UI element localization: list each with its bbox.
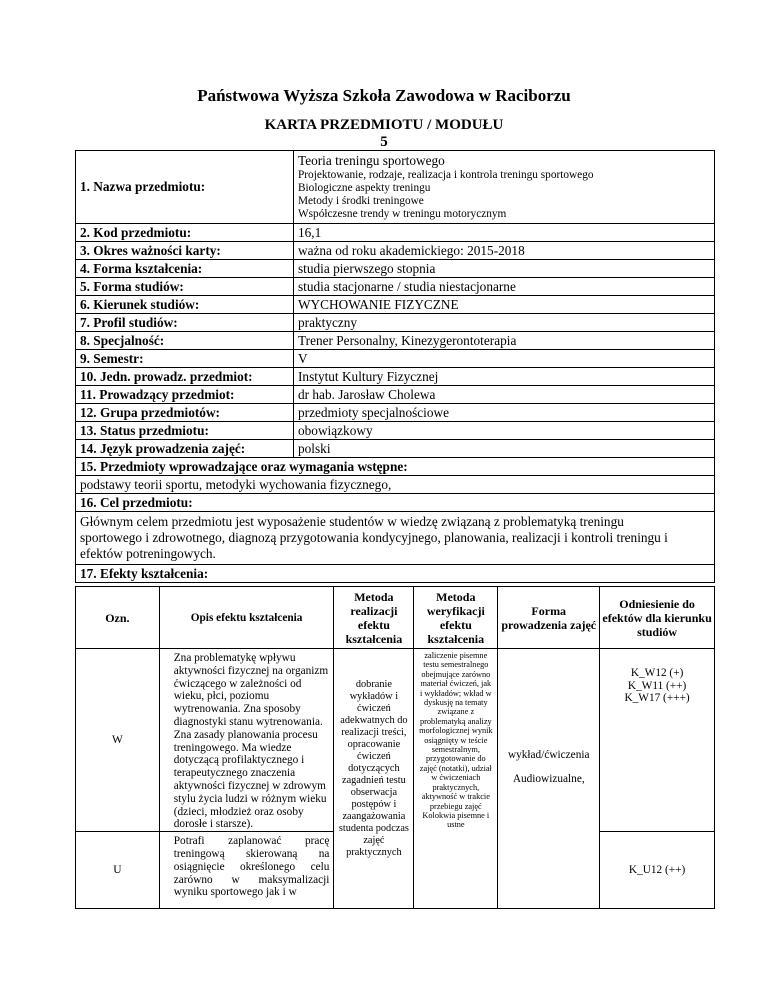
outcome-description: Potrafi zaplanować pracę treningową skierowaną na osiągnięcie określonego celu zarówno w maksymalizacji wyniku sportowego jak i w bbox=[159, 832, 334, 909]
row-label: 5. Forma studiów: bbox=[76, 278, 294, 296]
info-row bbox=[76, 314, 715, 332]
row-label: 9. Semestr: bbox=[76, 350, 294, 368]
reference-item: K_U12 (++) bbox=[628, 864, 686, 877]
section-15-text: podstawy teorii sportu, metodyki wychowania fizycznego, bbox=[76, 476, 715, 494]
outcome-references bbox=[600, 832, 715, 909]
row-value: Instytut Kultury Fizycznej bbox=[294, 368, 715, 386]
row-label: 13. Status przedmiotu: bbox=[76, 422, 294, 440]
course-name-line: Biologiczne aspekty treningu bbox=[298, 182, 431, 194]
row-value: studia stacjonarne / studia niestacjonarne bbox=[294, 278, 715, 296]
section-16-heading: 16. Cel przedmiotu: bbox=[76, 494, 715, 512]
row-label: 8. Specjalność: bbox=[76, 332, 294, 350]
reference-item: K_W12 (+) bbox=[630, 667, 684, 679]
outcome-description: Zna problematykę wpływu aktywności fizycznej na organizm ćwiczącego w zależności od wieku, płci, poziomu wytrenowania. Zna sposoby diagnostyki stanu wytrenowania. Zna zasady planowania procesu treningowego. Ma wiedze dotyczącą profilaktycznego i terapeutycznego znaczenia aktywności fizycznej w zdrowym stylu życia ludzi w różnym wieku (dzieci, młodzież oraz osoby dorosłe i starsze). bbox=[159, 649, 334, 832]
row-value: 16,1 bbox=[294, 224, 715, 242]
form-cell bbox=[498, 649, 600, 909]
course-info-table bbox=[75, 150, 715, 583]
info-row bbox=[76, 422, 715, 440]
form-item: wykład/ćwiczenia bbox=[507, 749, 590, 761]
course-name-line: Teoria treningu sportowego bbox=[298, 153, 445, 168]
section-15-heading-row bbox=[76, 458, 715, 476]
info-row bbox=[76, 278, 715, 296]
course-name-line: Współczesne trendy w treningu motorycznym bbox=[298, 208, 507, 220]
col-reference: Odniesienie do efektów dla kierunku studiów bbox=[600, 587, 715, 649]
col-ozn: Ozn. bbox=[76, 587, 160, 649]
info-row bbox=[76, 350, 715, 368]
row-label: 14. Język prowadzenia zajęć: bbox=[76, 440, 294, 458]
info-row bbox=[76, 224, 715, 242]
col-form: Forma prowadzenia zajęć bbox=[498, 587, 600, 649]
row-value: Trener Personalny, Kinezygerontoterapia bbox=[294, 332, 715, 350]
row-label: 12. Grupa przedmiotów: bbox=[76, 404, 294, 422]
info-row bbox=[76, 332, 715, 350]
row-value: praktyczny bbox=[294, 314, 715, 332]
method-verification: zaliczenie pisemne testu semestralnego obejmujące zarówno materiał ćwiczeń, jak i wykładów; wkład w dyskusję na tematy związane z problematyką analizy morfologicznej wynik osiągnięty w teście semestralnym, przygotowanie do zajęć (notatki), udział w ćwiczeniach praktycznych, aktywność w trakcie przebiegu zajęć Kolokwia pisemne i ustne bbox=[414, 649, 498, 909]
course-name-values bbox=[294, 151, 715, 224]
form-item: Audiowizualne, bbox=[512, 773, 585, 785]
info-row bbox=[76, 368, 715, 386]
row-label: 10. Jedn. prowadz. przedmiot: bbox=[76, 368, 294, 386]
col-method-realization: Metoda realizacji efektu kształcenia bbox=[334, 587, 414, 649]
row-value: przedmioty specjalnościowe bbox=[294, 404, 715, 422]
info-row bbox=[76, 440, 715, 458]
section-16-text-row bbox=[76, 512, 715, 565]
row-label: 2. Kod przedmiotu: bbox=[76, 224, 294, 242]
card-title: KARTA PRZEDMIOTU / MODUŁU bbox=[264, 117, 504, 133]
row-label: 6. Kierunek studiów: bbox=[76, 296, 294, 314]
row-label: 4. Forma kształcenia: bbox=[76, 260, 294, 278]
course-name-row bbox=[76, 151, 715, 224]
module-number: 5 bbox=[380, 134, 388, 150]
reference-item: K_W17 (+++) bbox=[624, 692, 690, 705]
section-15-text-row bbox=[76, 476, 715, 494]
course-name-line: Metody i środki treningowe bbox=[298, 195, 424, 207]
section-17-heading-row bbox=[76, 565, 715, 583]
info-row bbox=[76, 296, 715, 314]
row-value: dr hab. Jarosław Cholewa bbox=[294, 386, 715, 404]
col-description: Opis efektu kształcenia bbox=[159, 587, 334, 649]
row-label: 3. Okres ważności karty: bbox=[76, 242, 294, 260]
info-row bbox=[76, 404, 715, 422]
outcome-references bbox=[600, 649, 715, 832]
outcome-row-w bbox=[76, 649, 715, 832]
school-name: Państwowa Wyższa Szkoła Zawodowa w Raciborzu bbox=[197, 86, 571, 105]
row-label: 11. Prowadzący przedmiot: bbox=[76, 386, 294, 404]
section-16-text: Głównym celem przedmiotu jest wyposażenie studentów w wiedzę związaną z problematyką treningu sportowego i zdrowotnego, diagnozą przygotowania kondycyjnego, planowania, realizacji i kontroli treningu i efektów potreningowych. bbox=[76, 512, 715, 565]
course-name-line: Projektowanie, rodzaje, realizacja i kontrola treningu sportowego bbox=[298, 169, 594, 181]
info-row bbox=[76, 260, 715, 278]
reference-item: K_W11 (++) bbox=[627, 679, 687, 692]
info-row bbox=[76, 242, 715, 260]
row-value: polski bbox=[294, 440, 715, 458]
section-15-heading: 15. Przedmioty wprowadzające oraz wymagania wstępne: bbox=[76, 458, 715, 476]
learning-outcomes-table bbox=[75, 586, 715, 909]
col-method-verification: Metoda weryfikacji efektu kształcenia bbox=[414, 587, 498, 649]
info-row bbox=[76, 386, 715, 404]
outcomes-header-row bbox=[76, 587, 715, 649]
row-value: WYCHOWANIE FIZYCZNE bbox=[294, 296, 715, 314]
course-name-label: 1. Nazwa przedmiotu: bbox=[76, 151, 294, 224]
row-label: 7. Profil studiów: bbox=[76, 314, 294, 332]
row-value: ważna od roku akademickiego: 2015-2018 bbox=[294, 242, 715, 260]
row-value: obowiązkowy bbox=[294, 422, 715, 440]
row-value: studia pierwszego stopnia bbox=[294, 260, 715, 278]
row-value: V bbox=[294, 350, 715, 368]
outcome-code: U bbox=[76, 832, 160, 909]
outcome-code: W bbox=[76, 649, 160, 832]
section-17-heading: 17. Efekty kształcenia: bbox=[76, 565, 715, 583]
section-16-heading-row bbox=[76, 494, 715, 512]
method-realization: dobranie wykładów i ćwiczeń adekwatnych do realizacji treści, opracowanie ćwiczeń dotyczących zagadnień testu obserwacja postępów i zaangażowania studenta podczas zajęć praktycznych bbox=[334, 649, 414, 909]
